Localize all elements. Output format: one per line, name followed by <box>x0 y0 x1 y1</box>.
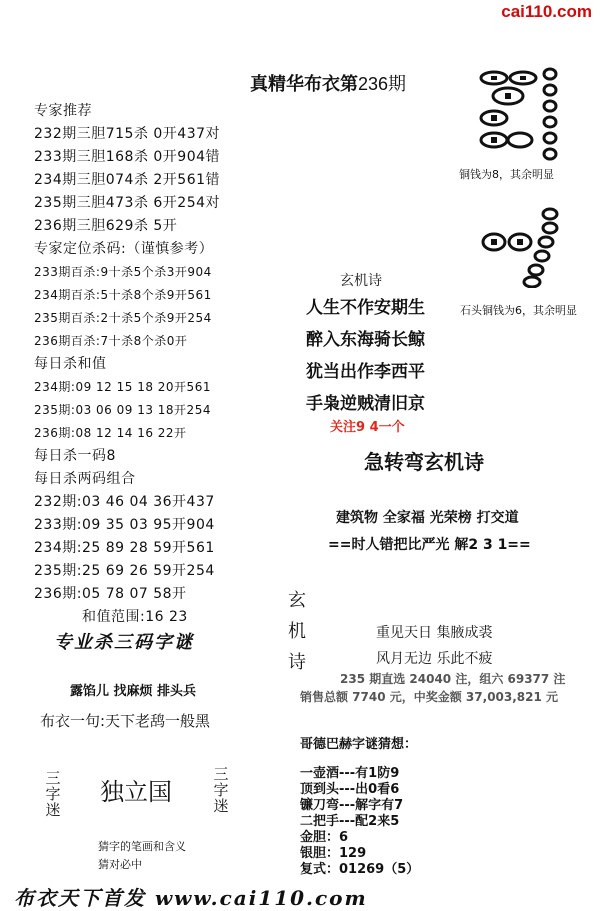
stone-coin-figure-icon <box>480 206 570 288</box>
sum-kill-line: 236期:08 12 14 16 22开 <box>34 426 187 440</box>
sum-range: 和值范围:16 23 <box>82 609 188 625</box>
site-logo[interactable]: cai110.com <box>501 2 592 21</box>
expert-heading: 专家推荐 <box>34 103 92 119</box>
coin-figure-icon <box>468 64 578 164</box>
coin-caption-2: 石头铜钱为6，其余明显 <box>460 304 577 317</box>
expert-line: 234期三胆074杀 2开561错 <box>34 172 221 188</box>
positional-line: 234期百杀:5十杀8个杀9开561 <box>34 288 212 302</box>
sum-kill-line: 235期:03 06 09 13 18开254 <box>34 403 211 417</box>
expert-line: 233期三胆168杀 0开904错 <box>34 149 221 165</box>
two-code-line: 234期:25 89 28 59开561 <box>34 540 215 556</box>
poem-line: 人生不作安期生 <box>306 298 425 318</box>
goldbach-line: 一壶酒---有1防9 <box>300 766 400 781</box>
guess-hint-line: 猜字的笔画和含义 <box>98 840 186 853</box>
draw-line: 235 期直选 24040 注，组六 69377 注 <box>340 672 566 686</box>
buyi-saying: 布衣一句:天下老鸹一般黑 <box>40 712 211 730</box>
positional-heading: 专家定位杀码:（谨慎参考） <box>34 241 214 257</box>
guess-hint-line: 猜对必中 <box>98 858 142 871</box>
poem <box>306 292 425 420</box>
three-riddle-right: 三字迷 <box>213 765 229 815</box>
goldbach-line: 金胆：6 <box>300 830 349 845</box>
left-column <box>34 100 220 629</box>
expert-line: 236期三胆629杀 5开 <box>34 218 178 234</box>
two-code-line: 232期:03 46 04 36开437 <box>34 494 215 510</box>
turn-poem-title: 急转弯玄机诗 <box>364 450 484 474</box>
two-code-line: 233期:09 35 03 95开904 <box>34 517 215 533</box>
riddle-line: 风月无边 乐此不疲 <box>376 651 493 667</box>
draw-line: 销售总额 7740 元，中奖金额 37,003,821 元 <box>300 690 559 704</box>
poem-line: 醉入东海骑长鲸 <box>306 330 425 350</box>
positional-line: 236期百杀:7十杀8个杀0开 <box>34 334 188 348</box>
expert-line: 232期三胆715杀 0开437对 <box>34 126 221 142</box>
riddle-title: 专业杀三码字谜 <box>54 632 194 653</box>
two-code-line: 235期:25 69 26 59开254 <box>34 563 215 579</box>
riddle-line: 重见天日 集腋成裘 <box>376 625 493 641</box>
riddle-lure: 露馅儿 找麻烦 排头兵 <box>70 684 197 699</box>
title-issue: 236期 <box>358 74 407 94</box>
goldbach-list <box>300 766 419 878</box>
positional-line: 233期百杀:9十杀5个杀3开904 <box>34 265 212 279</box>
sum-kill-heading: 每日杀和值 <box>34 356 107 372</box>
draw-info <box>300 670 565 706</box>
follow-note: 关注9 4一个 <box>330 420 405 435</box>
page-title <box>250 70 406 96</box>
kill-one: 每日杀一码8 <box>34 448 116 464</box>
goldbach-line: 复式：01269（5） <box>300 862 420 877</box>
poem-line: 手枭逆贼清旧京 <box>306 394 425 414</box>
poem-line: 犹当出作李西平 <box>306 362 425 382</box>
poem-heading: 玄机诗 <box>340 273 382 289</box>
goldbach-line: 银胆：129 <box>300 846 367 861</box>
turn-hint: ==时人错把比严光 解2 3 1== <box>328 537 531 553</box>
guess-hint <box>98 838 186 874</box>
footer: 布衣天下首发 www.cai110.com <box>14 886 368 910</box>
two-code-heading: 每日杀两码组合 <box>34 471 136 487</box>
coin-caption-1: 铜钱为8，其余明显 <box>459 168 554 181</box>
title-main: 真精华布衣第 <box>250 74 358 95</box>
two-code-line: 236期:05 78 07 58开 <box>34 586 187 602</box>
turn-words: 建筑物 全家福 光荣榜 打交道 <box>336 510 519 526</box>
goldbach-heading: 哥德巴赫字谜猜想： <box>300 737 418 752</box>
sum-kill-line: 234期:09 12 15 18 20开561 <box>34 380 211 394</box>
goldbach-line: 镰刀弯---解字有7 <box>300 798 404 813</box>
xjs-label: 玄机诗 <box>288 590 306 673</box>
goldbach-line: 二把手---配2来5 <box>300 814 400 829</box>
three-riddle-left: 三字迷 <box>45 769 61 819</box>
positional-line: 235期百杀:2十杀5个杀9开254 <box>34 311 212 325</box>
goldbach-line: 顶到头---出0看6 <box>300 782 400 797</box>
expert-line: 235期三胆473杀 6开254对 <box>34 195 221 211</box>
independent-riddle: 独立国 <box>100 778 172 806</box>
